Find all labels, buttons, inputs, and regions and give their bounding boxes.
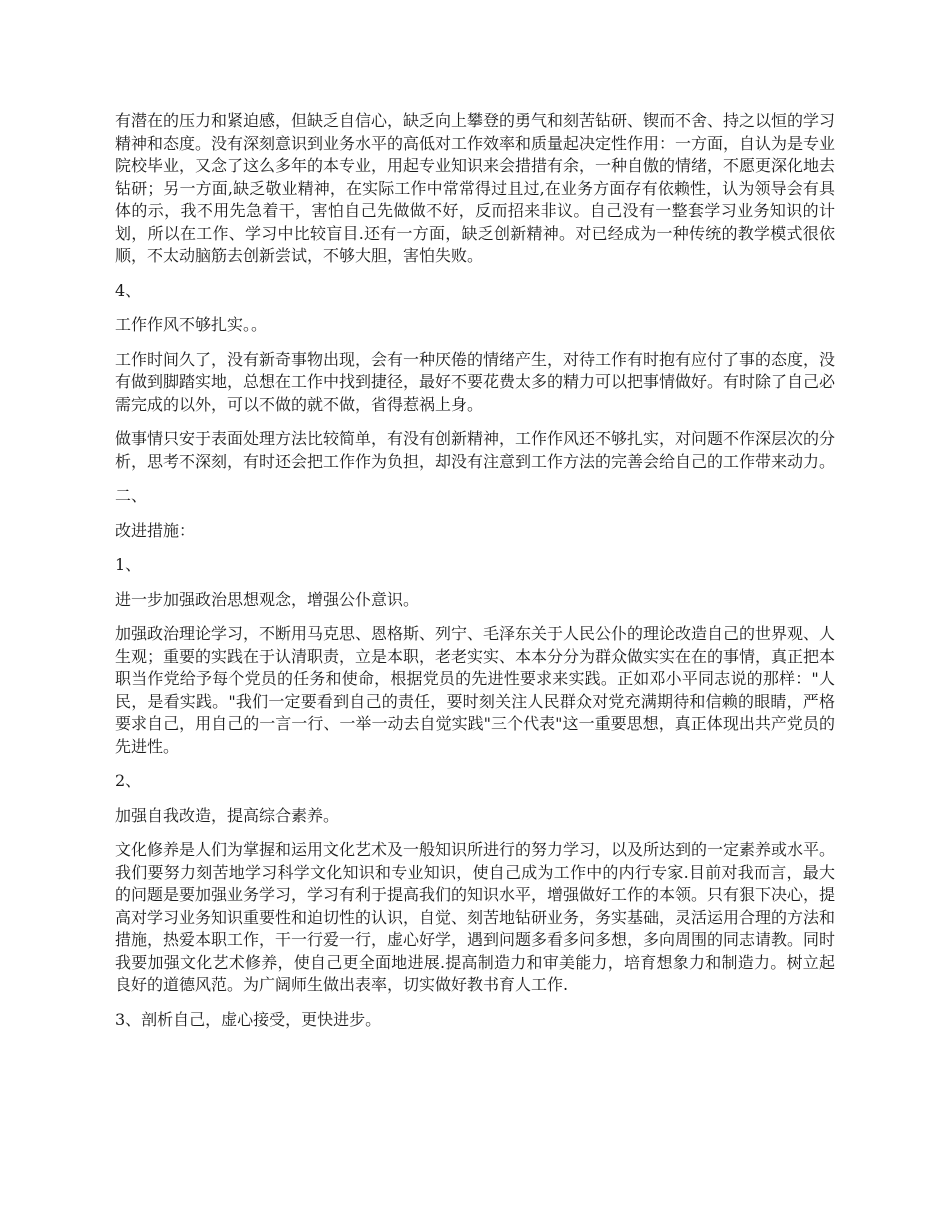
heading-political-awareness: 进一步加强政治思想观念，增强公仆意识。: [115, 589, 420, 609]
heading-improvement-measures: 改进措施：: [115, 520, 196, 540]
heading-self-analysis: 3、剖析自己，虚心接受，更快进步。: [115, 1009, 382, 1029]
heading-work-style: 工作作风不够扎实。。: [115, 315, 268, 334]
document-page: [115, 110, 835, 1043]
section-number-two: 二、: [115, 486, 148, 505]
heading-self-improvement: 加强自我改造，提高综合素养。: [115, 805, 340, 825]
paragraph-weakness-detail: 有潜在的压力和紧迫感，但缺乏自信心，缺乏向上攀登的勇气和刻苦钻研、锲而不舍、持之以恒的学习精神和态度。没有深刻意识到业务水平的高低对工作效率和质量起决定性作用：一方面，自认为是专业院校毕业，又念了这么多年的本专业，用起专业知识来会措措有余，一种自傲的情绪，不愿更深化地去钻研；另一方面,缺乏敬业精神，在实际工作中常常得过且过,在业务方面存有依赖性，认为领导会有具体的示，我不用先急着干，害怕自己先做做不好，反而招来非议。自己没有一整套学习业务知识的计划，所以在工作、学习中比较盲目.还有一方面，缺乏创新精神。对已经成为一种传统的教学模式很依顺，不太动脑筋去创新尝试，不够大胆，害怕失败。: [115, 111, 836, 265]
measure-number-2: 2、: [115, 771, 142, 790]
section-number-4: 4、: [115, 280, 142, 300]
paragraph-superficial-handling: 做事情只安于表面处理方法比较简单，有没有创新精神，工作作风还不够扎实，对问题不作深层次的分析，思考不深刻，有时还会把工作作为负担，却没有注意到工作方法的完善会给自己的工作带来动力。: [115, 429, 836, 471]
paragraph-political-study: 加强政治理论学习，不断用马克思、恩格斯、列宁、毛泽东关于人民公仆的理论改造自己的世界观、人生观；重要的实践在于认清职责，立是本职，老老实实、本本分分为群众做实实在在的事情，真正把本职当作党给予每个党员的任务和使命，根据党员的先进性要求来实践。正如邓小平同志说的那样："人民，是看实践。"我们一定要看到自己的责任，要时刻关注人民群众对党充满期待和信赖的眼睛，严格要求自己，用自己的一言一行、一举一动去自觉实践"三个代表"这一重要思想，真正体现出共产党员的先进性。: [115, 624, 836, 756]
measure-number-1: 1、: [115, 555, 142, 574]
paragraph-work-fatigue: 工作时间久了，没有新奇事物出现，会有一种厌倦的情绪产生，对待工作有时抱有应付了事的态度，没有做到脚踏实地，总想在工作中找到捷径，最好不要花费太多的精力可以把事情做好。有时除了自己必需完成的以外，可以不做的就不做，省得惹祸上身。: [115, 349, 836, 414]
paragraph-cultural-cultivation: 文化修养是人们为掌握和运用文化艺术及一般知识所进行的努力学习，以及所达到的一定素养或水平。我们要努力刻苦地学习科学文化知识和专业知识，使自己成为工作中的内行专家.目前对我而言，最大的问题是要加强业务学习，学习有利于提高我们的知识水平，增强做好工作的本领。只有狠下决心，提高对学习业务知识重要性和迫切性的认识，自觉、刻苦地钻研业务，务实基础，灵活运用合理的方法和措施，热爱本职工作，干一行爱一行，虚心好学，遇到问题多看多问多想，多向周围的同志请教。同时我要加强文化艺术修养，使自己更全面地进展.提高制造力和审美能力，培育想象力和制造力。树立起良好的道德风范。为广阔师生做出表率，切实做好教书育人工作.: [115, 840, 836, 994]
